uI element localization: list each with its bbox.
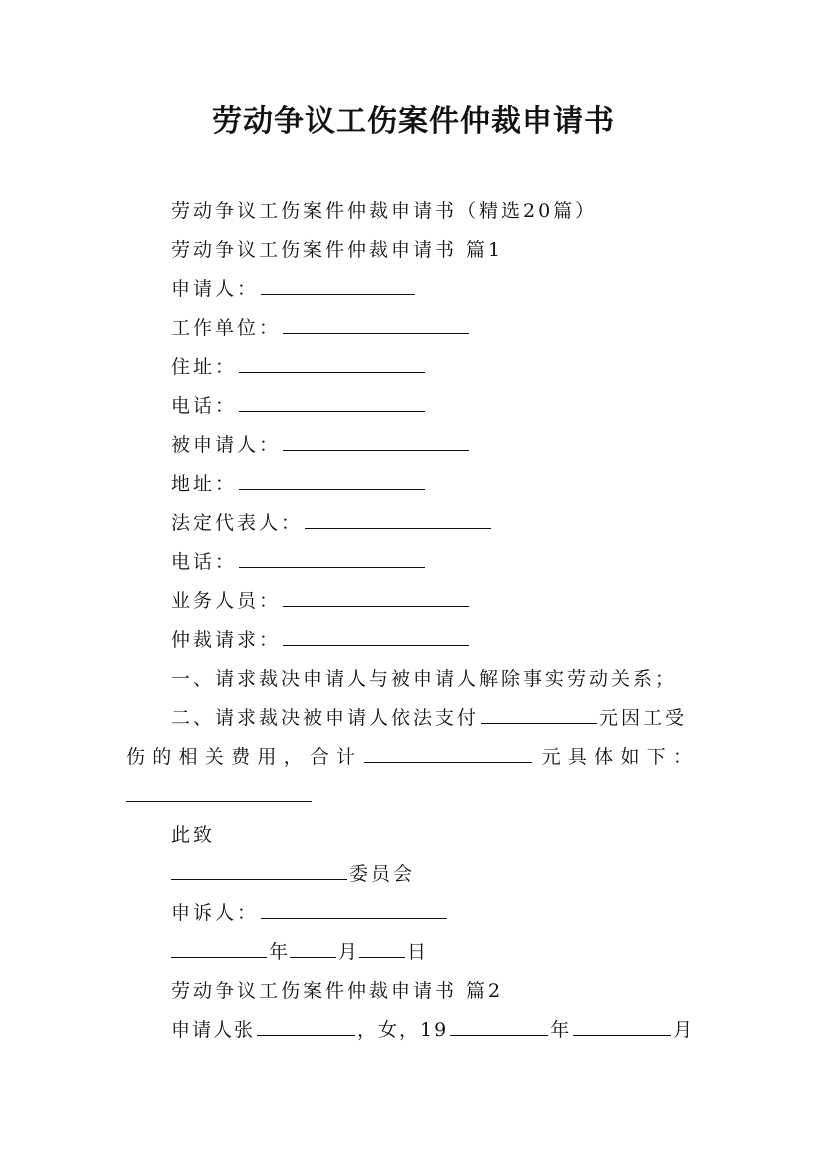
field-label: 仲裁请求：	[171, 629, 282, 651]
char: 费	[231, 746, 251, 768]
blank-line	[481, 704, 597, 724]
char: 元	[541, 746, 561, 768]
blank-line	[261, 899, 447, 919]
field-applicant	[171, 274, 417, 304]
date-year-label: 年	[269, 941, 289, 963]
char: 计	[336, 746, 356, 768]
document-title: 劳动争议工伤案件仲裁申请书	[212, 104, 615, 139]
char: ：	[672, 746, 692, 768]
field-address	[171, 352, 427, 382]
blank-line	[171, 938, 267, 958]
blank-line	[257, 1016, 355, 1036]
char: 体	[594, 746, 614, 768]
field-label: 工作单位：	[171, 317, 282, 339]
char: 相	[178, 746, 198, 768]
char: ，	[283, 746, 303, 768]
field-respondent-address	[171, 469, 427, 499]
item-text: 元因工受	[599, 707, 688, 729]
blank-line	[305, 509, 491, 529]
char: 用	[257, 746, 277, 768]
field-phone-2	[171, 547, 427, 577]
blank-line	[239, 470, 425, 490]
text: 月	[673, 1019, 695, 1041]
text: ，女，19	[357, 1019, 449, 1041]
blank-line	[359, 938, 405, 958]
blank-line	[239, 353, 425, 373]
char: 如	[620, 746, 640, 768]
section-heading-1: 劳动争议工伤案件仲裁申请书 篇1	[171, 239, 504, 261]
field-label: 业务人员：	[171, 590, 282, 612]
committee-line	[171, 859, 415, 889]
field-label: 申诉人：	[171, 902, 260, 924]
blank-line	[283, 587, 469, 607]
field-label: 地址：	[171, 473, 238, 495]
field-phone	[171, 391, 427, 421]
blank-line	[283, 626, 469, 646]
blank-line	[171, 860, 347, 880]
intro-line: 劳动争议工伤案件仲裁申请书（精选20篇）	[171, 200, 598, 222]
char: 关	[204, 746, 224, 768]
item-text: 二、请求裁决被申请人依法支付	[171, 707, 480, 729]
field-legal-rep	[171, 508, 493, 538]
blank-line	[239, 392, 425, 412]
char: 的	[152, 746, 172, 768]
blank-line	[450, 1016, 548, 1036]
date-month-label: 月	[338, 941, 358, 963]
text: 年	[550, 1019, 572, 1041]
char: 合	[309, 746, 329, 768]
section-heading-2: 劳动争议工伤案件仲裁申请书 篇2	[171, 980, 504, 1002]
blank-line	[573, 1016, 671, 1036]
field-work-unit	[171, 313, 471, 343]
char: 伤	[126, 746, 146, 768]
text: 申请人张	[171, 1019, 256, 1041]
blank-line	[239, 548, 425, 568]
section2-applicant-line	[171, 1015, 694, 1045]
request-item-2-blank	[126, 781, 314, 811]
date-day-label: 日	[407, 941, 427, 963]
field-label: 住址：	[171, 356, 238, 378]
field-label: 法定代表人：	[171, 512, 304, 534]
field-label: 申请人：	[171, 278, 260, 300]
field-respondent	[171, 430, 471, 460]
field-request	[171, 625, 471, 655]
blank-line	[261, 275, 415, 295]
date-line	[171, 937, 426, 967]
request-item-1: 一、请求裁决申请人与被申请人解除事实劳动关系；	[171, 668, 678, 690]
blank-line	[290, 938, 336, 958]
committee-label: 委员会	[349, 863, 416, 885]
char: 具	[567, 746, 587, 768]
field-label: 被申请人：	[171, 434, 282, 456]
request-item-2	[171, 703, 687, 733]
blank-line	[126, 782, 312, 802]
blank-line	[364, 743, 532, 763]
char: 下	[646, 746, 666, 768]
field-business-staff	[171, 586, 471, 616]
request-item-2-continued	[126, 742, 692, 772]
salutation: 此致	[171, 824, 216, 846]
blank-line	[283, 314, 469, 334]
blank-line	[283, 431, 469, 451]
complainant-line	[171, 898, 449, 928]
field-label: 电话：	[171, 395, 238, 417]
field-label: 电话：	[171, 551, 238, 573]
